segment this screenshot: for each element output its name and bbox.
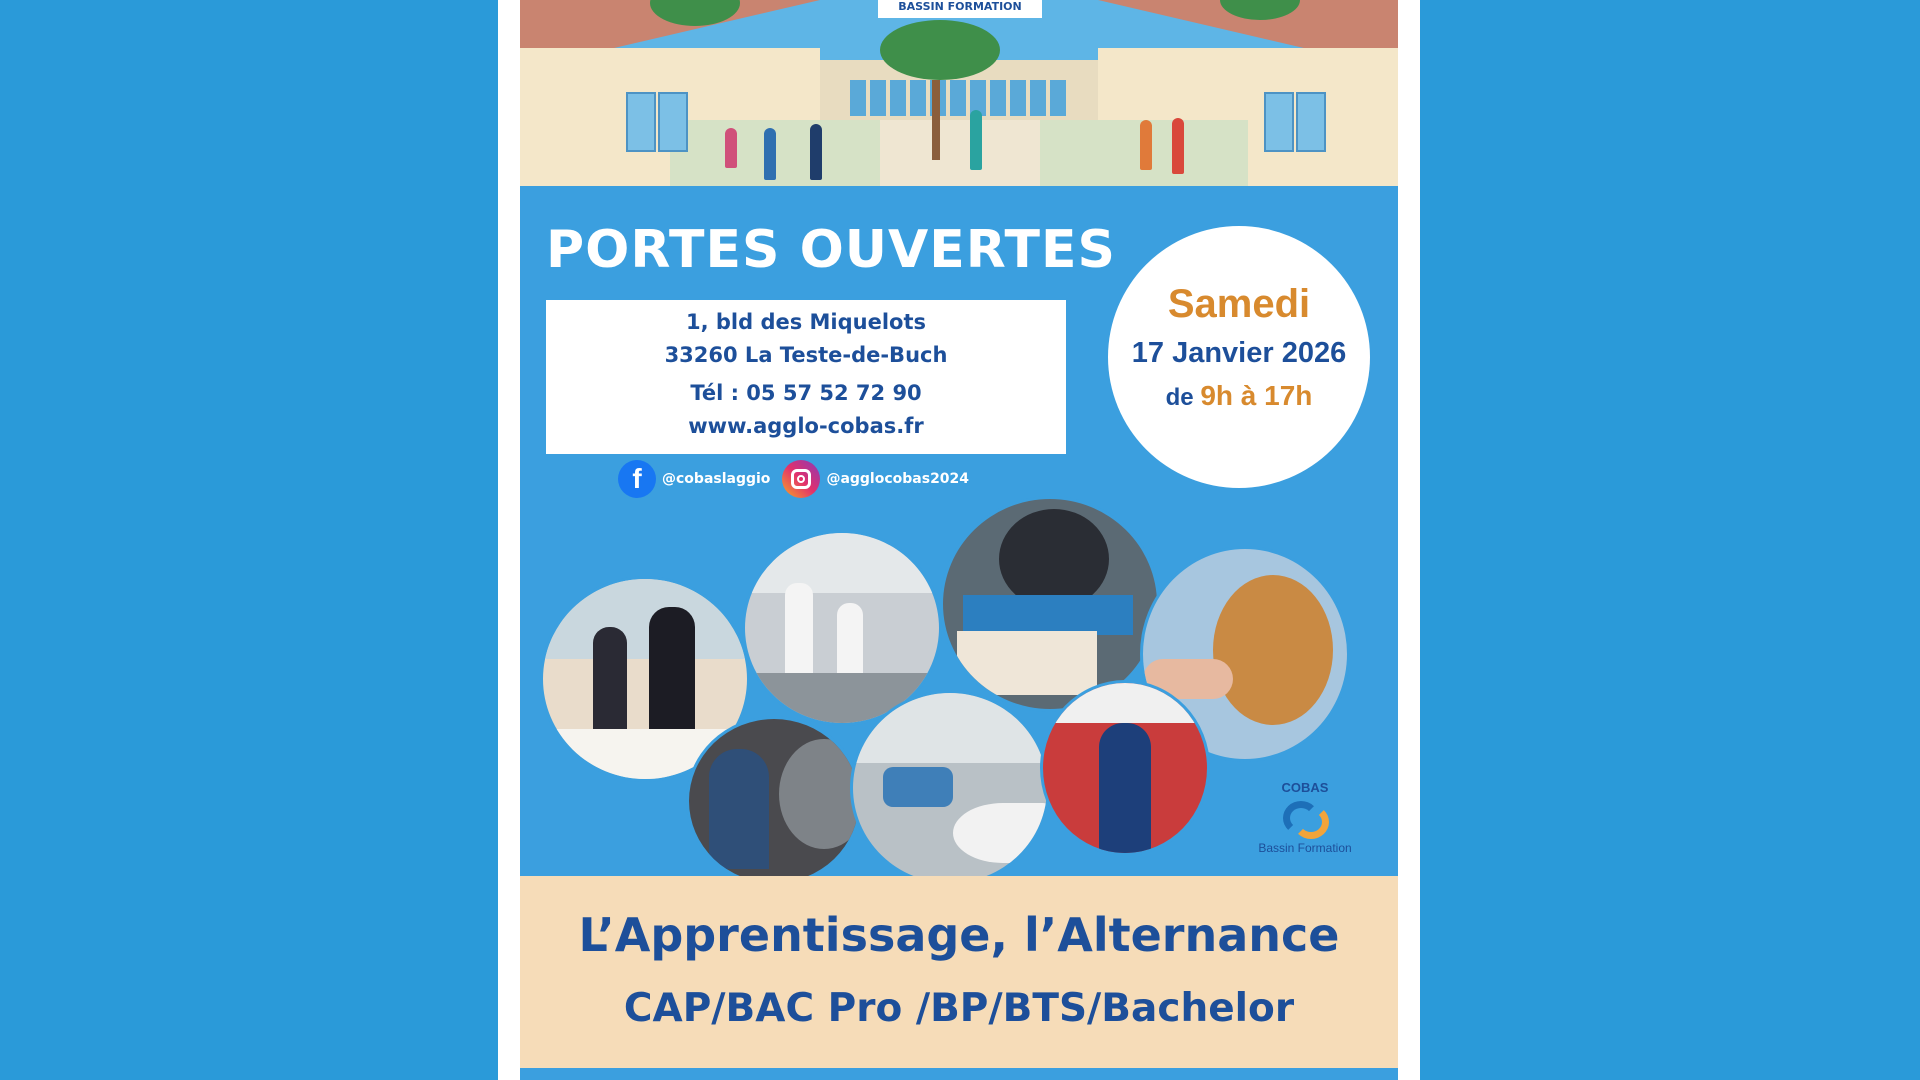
programs-band xyxy=(520,876,1398,1068)
event-title: PORTES OUVERTES xyxy=(546,220,1116,280)
illustration-person xyxy=(764,128,776,180)
illustration-person xyxy=(970,110,982,170)
cobas-swirl-icon xyxy=(1279,799,1331,839)
instagram-handle[interactable]: @agglocobas2024 xyxy=(826,471,970,487)
event-date: 17 Janvier 2026 xyxy=(1131,337,1347,369)
time-range: 9h à 17h xyxy=(1200,380,1313,411)
facebook-handle[interactable]: @cobaslaggio xyxy=(662,471,771,487)
illustration-windows xyxy=(850,80,1070,116)
date-badge xyxy=(1108,226,1370,488)
photo-boat-workshop xyxy=(850,690,1050,886)
address-website[interactable]: www.agglo-cobas.fr xyxy=(688,414,924,438)
illustration-path xyxy=(880,120,1040,186)
campus-illustration xyxy=(520,0,1398,186)
illustration-person xyxy=(1140,120,1152,170)
poster xyxy=(498,0,1420,1080)
logo-name: COBAS xyxy=(1281,780,1329,795)
address-street: 1, bld des Miquelots xyxy=(685,310,927,334)
illustration-door xyxy=(626,92,656,152)
poster-content xyxy=(520,0,1398,1080)
instagram-icon[interactable] xyxy=(782,460,820,498)
cobas-logo xyxy=(1230,780,1380,870)
illustration-person xyxy=(810,124,822,180)
time-prefix: de xyxy=(1165,384,1194,411)
address-box xyxy=(546,300,1066,454)
illustration-banner: BASSIN FORMATION xyxy=(878,0,1042,18)
event-day: Samedi xyxy=(1167,282,1311,326)
photo-technician xyxy=(1040,680,1210,856)
bottom-strip xyxy=(520,1068,1398,1080)
address-city: 33260 La Teste-de-Buch xyxy=(664,343,948,367)
facebook-icon[interactable]: f xyxy=(618,460,656,498)
illustration-door xyxy=(658,92,688,152)
illustration-tree-trunk xyxy=(932,80,940,160)
logo-subtitle: Bassin Formation xyxy=(1258,841,1352,855)
social-links xyxy=(618,458,981,500)
programs-list: CAP/BAC Pro /BP/BTS/Bachelor xyxy=(623,986,1295,1031)
programs-title: L’Apprentissage, l’Alternance xyxy=(578,908,1340,962)
illustration-person xyxy=(725,128,737,168)
illustration-door xyxy=(1296,92,1326,152)
photo-mechanics xyxy=(686,716,862,886)
illustration-person xyxy=(1172,118,1184,174)
illustration-tree xyxy=(880,20,1000,80)
illustration-door xyxy=(1264,92,1294,152)
event-time xyxy=(1108,380,1370,412)
address-phone: Tél : 05 57 52 72 90 xyxy=(690,381,922,405)
